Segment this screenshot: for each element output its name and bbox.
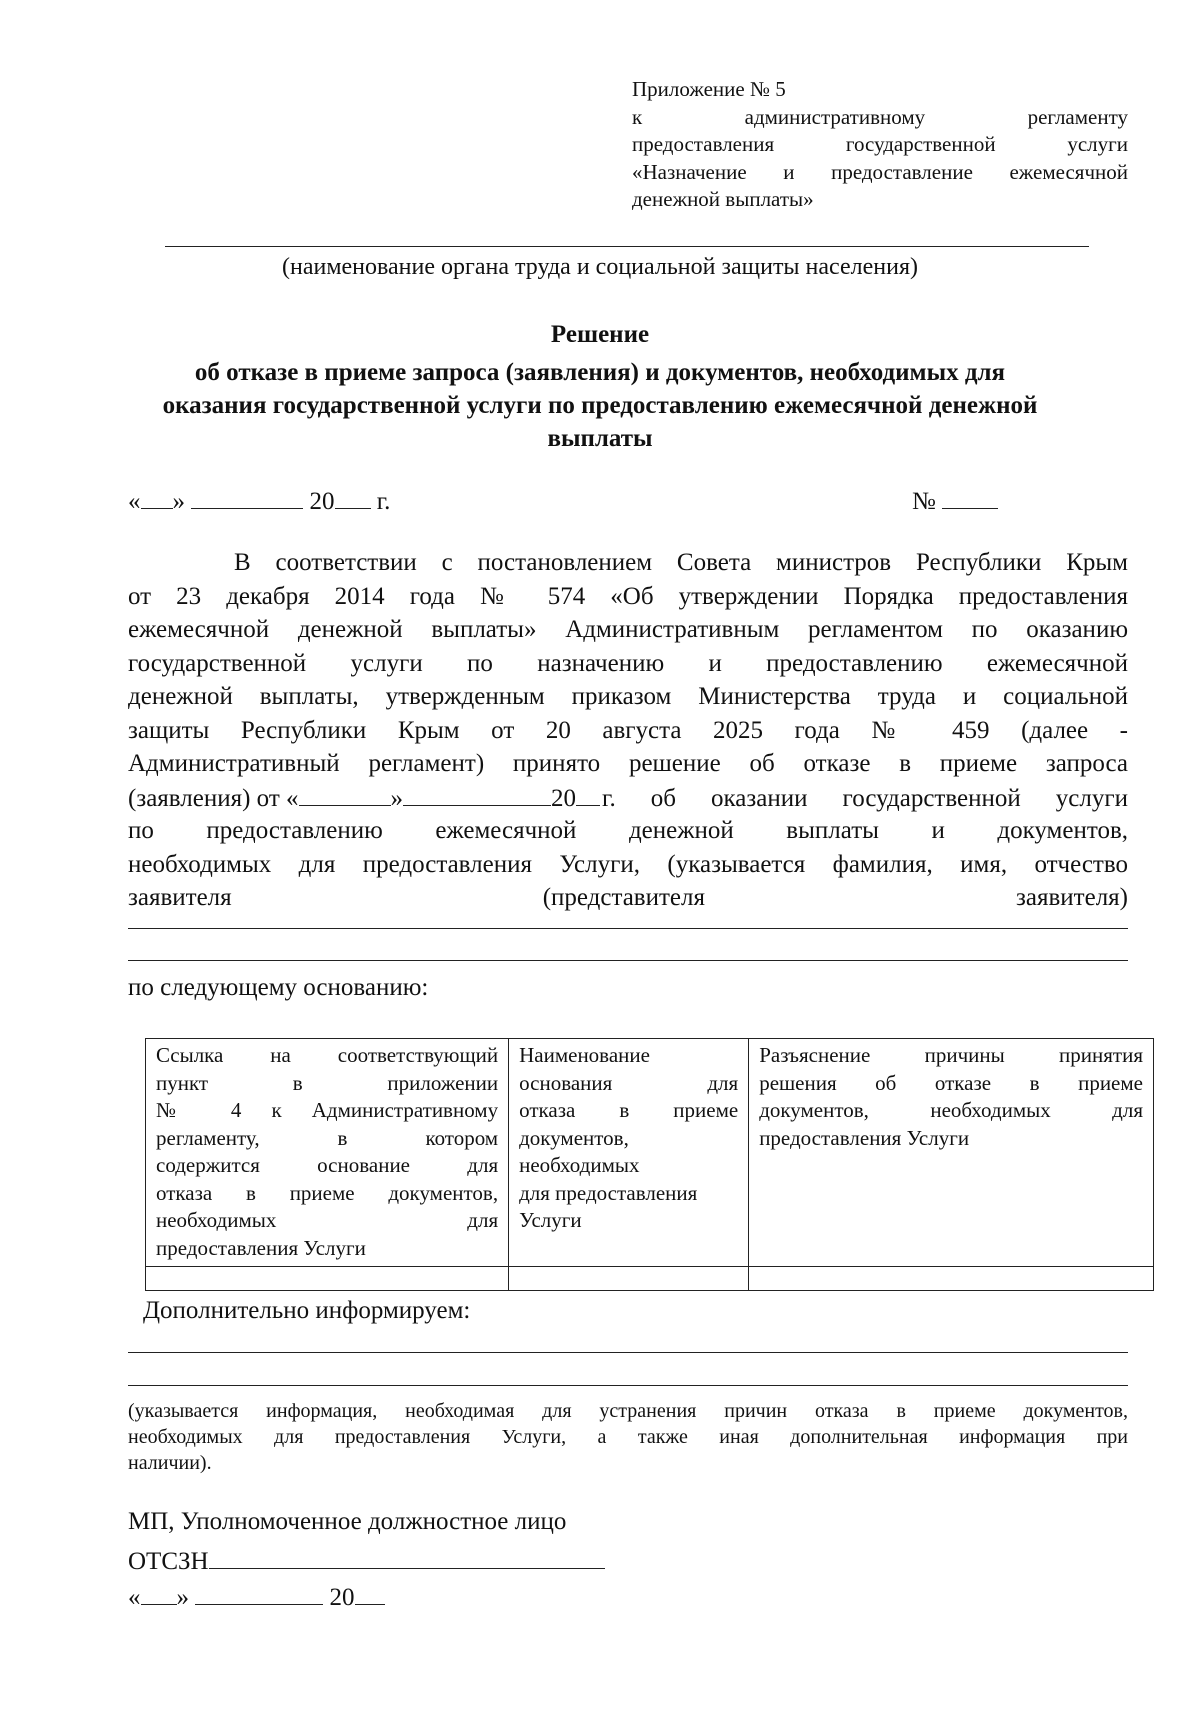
signature-official-label: МП, Уполномоченное должностное лицо <box>128 1508 567 1535</box>
body-paragraph <box>128 546 1128 915</box>
document-subtitle-line: об отказе в приеме запроса (заявления) и документов, необходимых для <box>194 359 1006 386</box>
document-title: Решение <box>550 321 650 348</box>
table-cell[interactable] <box>146 1267 509 1291</box>
body-line: Административный регламент) принято решение об отказе в приеме запроса <box>128 750 1128 777</box>
additional-info-line[interactable] <box>128 1352 1128 1353</box>
date-field: « » 20 г. <box>128 484 390 516</box>
basis-label: по следующему основанию: <box>128 974 429 1001</box>
number-blank[interactable] <box>942 484 998 509</box>
table-header-row <box>146 1039 1154 1267</box>
year-blank[interactable] <box>335 484 371 509</box>
additional-info-line[interactable] <box>128 1385 1128 1386</box>
body-line: защиты Республики Крым от 20 августа 2025 года № 459 (далее - <box>128 716 1128 744</box>
appendix-line: предоставления государственной услуги <box>632 132 1128 156</box>
applicant-name-line[interactable] <box>128 960 1128 961</box>
sign-month-blank[interactable] <box>195 1580 323 1605</box>
body-line: необходимых для предоставления Услуги, (указывается фамилия, имя, отчество <box>128 850 1128 878</box>
signature-department: ОТСЗН <box>128 1544 605 1576</box>
header-cell-basis-name: Наименование основания для отказа в приеме документов, необходимых для предоставления Услуги <box>509 1039 749 1267</box>
number-field: № <box>912 484 998 516</box>
refusal-reasons-table <box>145 1038 1154 1291</box>
request-month-blank[interactable] <box>403 781 551 806</box>
body-line: государственной услуги по назначению и предоставлению ежемесячной <box>128 649 1128 677</box>
appendix-line: денежной выплаты» <box>632 187 814 211</box>
request-year-blank[interactable] <box>576 781 600 806</box>
signature-blank[interactable] <box>209 1544 605 1569</box>
organ-name-line <box>165 246 1089 247</box>
appendix-line: «Назначение и предоставление ежемесячной <box>632 159 1128 184</box>
day-blank[interactable] <box>141 484 173 509</box>
sign-year-blank[interactable] <box>355 1580 385 1605</box>
table-cell[interactable] <box>749 1267 1154 1291</box>
body-line: денежной выплаты, утвержденным приказом Министерства труда и социальной <box>128 683 1128 710</box>
applicant-name-line[interactable] <box>128 928 1128 929</box>
sign-day-blank[interactable] <box>141 1580 177 1605</box>
table-row <box>146 1267 1154 1291</box>
body-line-request-date: (заявления) от « » 20 г. об оказании государственной услуги <box>128 781 1128 815</box>
body-line: по предоставлению ежемесячной денежной выплаты и документов, <box>128 817 1128 844</box>
header-cell-explanation: Разъяснение причины принятия решения об отказе в приеме документов, необходимых для предоставления Услуги <box>749 1039 1154 1267</box>
body-line: заявителя (представителя заявителя) <box>128 884 1128 911</box>
appendix-title: Приложение № 5 <box>632 77 786 101</box>
organ-caption: (наименование органа труда и социальной защиты населения) <box>282 254 918 280</box>
document-subtitle-line: выплаты <box>547 425 653 452</box>
body-line: В соответствии с постановлением Совета министров Республики Крым <box>234 549 1128 576</box>
appendix-block <box>632 76 1128 214</box>
month-blank[interactable] <box>191 484 303 509</box>
header-cell-reference: Ссылка на соответствующий пункт в приложении № 4 к Административному регламенту, в котором содержится основание для отказа в приеме документов, необходимых для предоставления Услуги <box>146 1039 509 1267</box>
appendix-line: к административному регламенту <box>632 104 1128 129</box>
body-line: от 23 декабря 2014 года № 574 «Об утверждении Порядка предоставления <box>128 582 1128 610</box>
request-day-blank[interactable] <box>299 781 391 806</box>
table-cell[interactable] <box>509 1267 749 1291</box>
signature-date: « » 20 <box>128 1580 385 1612</box>
additional-info-label: Дополнительно информируем: <box>143 1297 471 1324</box>
body-line: ежемесячной денежной выплаты» Административным регламентом по оказанию <box>128 616 1128 643</box>
document-subtitle-line: оказания государственной услуги по предоставлению ежемесячной денежной <box>162 392 1038 419</box>
additional-info-note: (указывается информация, необходимая для устранения причин отказа в приеме документов, необходимых для предоставления Услуги, а также иная дополнительная информация при наличии). <box>128 1400 1128 1474</box>
